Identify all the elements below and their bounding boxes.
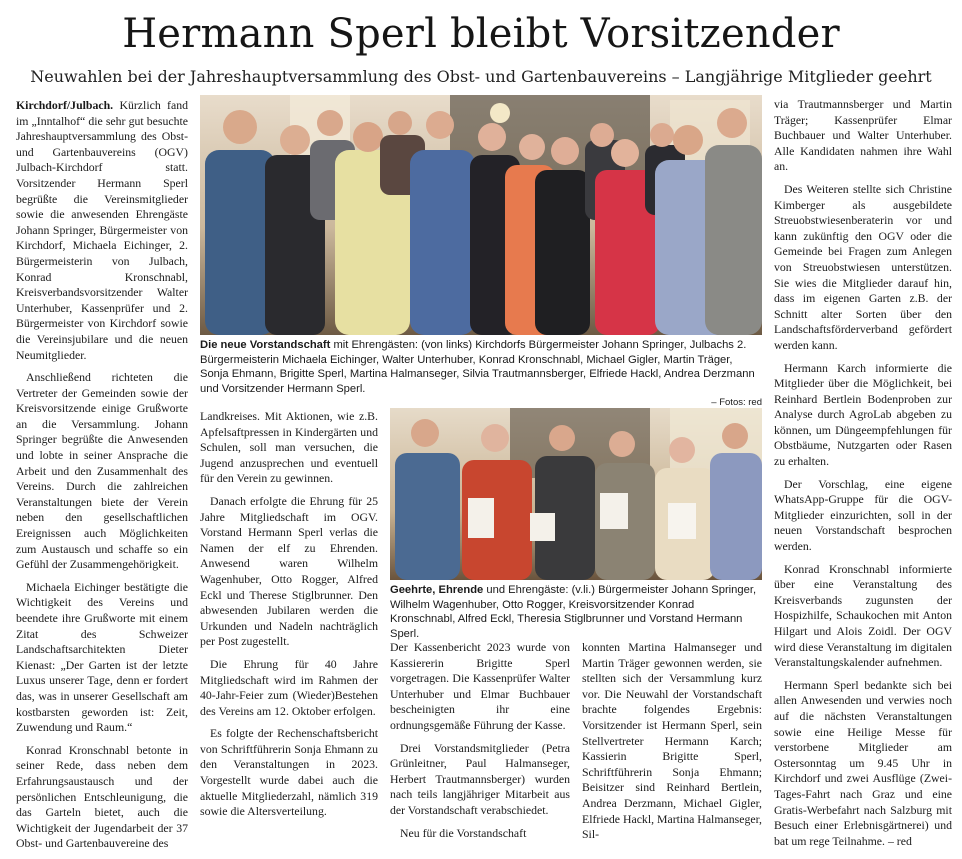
- photo-credit: – Fotos: red: [711, 397, 762, 409]
- paragraph: Neu für die Vorstandschaft: [400, 825, 527, 840]
- paragraph: Es folgte der Rechenschaftsbericht von Schriftführerin Sonja Ehmann zu den Veranstaltungen in 2023. Vorgestellt wurde dabei auch die aktuelle Mitgliederzahl, nämlich 319 sowie die Altersverteilung.: [200, 726, 378, 819]
- paragraph: Die Ehrung für 40 Jahre Mitgliedschaft wird im Rahmen der 40-Jahr-Feier zum (Wieder)Bestehen des Vereins am 12. Oktober erfolgen.: [200, 656, 378, 718]
- column-3: [390, 640, 570, 848]
- group-photo-honorees: [390, 408, 762, 580]
- caption-board-photo: [200, 338, 762, 411]
- column-2: [200, 409, 378, 827]
- end-credit: – red: [887, 833, 912, 848]
- paragraph: Anschließend richteten die Vertreter der Gemeinden sowie der Kreisvorsitzende einige Grußworte an die Versammlung. Johann Springer begrüßte die Anwesenden und lobte in seiner Ansprache die Arbeit und den Zusammenhalt des Vereins. Durch die zahlreichen Veranstaltungen biete der Verein neben den gesellschaftlichen Ereignissen auch Möglichkeiten zum Austausch und schaffe so ein Gefühl der Zusammengehörigkeit.: [16, 370, 188, 572]
- subheadline: Neuwahlen bei der Jahreshauptversammlung des Obst- und Gartenbauvereins – Langjährige Mitglieder geehrt: [30, 67, 932, 86]
- caption-text: und Ehrengäste: (v.li.) Bürgermeister Johann Springer, Wilhelm Wagenhuber, Otto Rogger, Kreisvorsitzender Konrad Kronschnabl, Alfred Eckl, Theresia Stiglbrunner und Vorstand Hermann Sperl.: [390, 584, 757, 640]
- caption-lead: Die neue Vorstandschaft: [200, 339, 331, 351]
- caption-lead: Geehrte, Ehrende: [390, 584, 484, 596]
- paragraph: konnten Martina Halmanseger und Martin Träger gewonnen werden, sie stellten sich der Versammlung kurz vor. Die Neuwahl der Vorstandschaft brachte folgendes Ergebnis: Vorsitzender ist Hermann Sperl, sein Stellvertreter Hermann Karch; Kassierin Brigitte Sperl, Schriftführerin Sonja Ehmann; Beisitzer sind Reinhard Bertlein, Andrea Derzmann, Michael Gigler, Elfriede Hackl, Martina Halmanseger, Sil-: [582, 640, 763, 842]
- paragraph: via Trautmannsberger und Martin Träger; Kassenprüfer Elmar Buchbauer und Walter Unterhuber. Alle Kandidaten nahmen ihre Wahl an.: [774, 97, 952, 174]
- paragraph: Danach erfolgte die Ehrung für 25 Jahre Mitgliedschaft im OGV. Vorstand Hermann Sperl verlas die Namen der elf zu Ehrenden. Anwesend waren Wilhelm Wagenhuber, Otto Rogger, Alfred Eckl und Therese Stiglbrunner. Den abwesenden Jubilaren werden die Urkunden und Nadeln nachträglich per Post zugestellt.: [200, 493, 378, 649]
- dateline: Kirchdorf/Julbach.: [16, 98, 114, 112]
- caption-honorees-photo: [390, 583, 762, 641]
- paragraph: Landkreises. Mit Aktionen, wie z.B. Apfelsaftpressen in Kindergärten und Schulen, soll man versuchen, die Jugend anzusprechen und eventuell für den Verein zu gewinnen.: [200, 409, 378, 486]
- column-1: [16, 98, 188, 859]
- paragraph: Drei Vorstandsmitglieder (Petra Grünleitner, Paul Halmanseger, Herbert Trautmannsberger) wurden nach teils langjähriger Mitarbeit aus der Vorstandschaft verabschiedet.: [390, 740, 570, 817]
- paragraph: Hermann Karch informierte die Mitglieder über die Möglichkeit, bei Reinhard Bertlein Bodenproben zur Analyse durch AgroLab abgeben zu können, um Düngeempfehlungen für Obstbäume, Nutzgarten oder Rasen zu erhalten.: [774, 360, 952, 469]
- paragraph: Der Vorschlag, eine eigene WhatsApp-Gruppe für die OGV-Mitglieder einzurichten, soll in der neuen Vorstandschaft besprochen werden.: [774, 476, 952, 554]
- paragraph: Michaela Eichinger bestätigte die Wichtigkeit des Vereins und beendete ihre Grußworte mit einem Zitat des Schweizer Landschaftsarchitekten Dieter Kienast: „Der Garten ist der letzte Luxus unserer Tage, denn er fordert das, was in unserer Gesellschaft am kostbarsten geworden ist: Zeit, Zuwendung und Raum.“: [16, 579, 188, 735]
- caption-text: mit Ehrengästen: (von links) Kirchdorfs Bürgermeister Johann Springer, Julbachs 2. Bürgermeisterin Michaela Eichinger, Walter Unterhuber, Konrad Kronschnabl, Michael Gigler, Martin Träger, Sonja Ehmann, Brigitte Sperl, Martina Halmanseger, Silvia Trautmannsberger, Elfriede Hackl, Andrea Derzmann und Vorsitzender Hermann Sperl.: [200, 339, 755, 395]
- headline: Hermann Sperl bleibt Vorsitzender: [122, 11, 840, 57]
- paragraph: Konrad Kronschnabl informierte über eine Veranstaltung des Kreisverbands zugunsten der Hospizhilfe, Schaukochen mit Anton Hilgart und Alois Zoidl. Der OGV wird diese Veranstaltung im digitalen Veranstaltungskalender aufnehmen.: [774, 561, 952, 670]
- paragraph: Konrad Kronschnabl betonte in seiner Rede, dass neben dem Erfahrungsaustausch und der persönlichen Entschleunigung, die das Garteln bietet, auch die Wichtigkeit der Jugendarbeit der 37 Obst- und Gartenbauvereine des: [16, 742, 188, 851]
- column-4: [582, 640, 762, 850]
- paragraph: Des Weiteren stellte sich Christine Kimberger als ausgebildete Streuobstwiesenberaterin vor und kann zukünftig den OGV oder die Gemeinde bei Fragen zum Anlegen von Streuobstwiesen unterstützen. Sie wies die Mitglieder darauf hin, dass im eigenen Garten z.B. der Schnitt alter Sorten über den Landschaftsförderverband gefördert werden kann.: [774, 181, 952, 352]
- paragraph: Hermann Sperl bedankte sich bei allen Anwesenden und verwies noch auf die nächsten Veranstaltungen sowie eine Heilige Messe für verstorbene Mitglieder am Ostersonntag um 9.45 Uhr in Kirchdorf und zwei Ausflüge (Zwei-Tages-Fahrt nach Graz und eine Gratis-Werbefahrt nach Salzburg mit Besuch einer Erlebnisgärtnerei) und bat um rege Teilnahme. – red: [774, 677, 952, 848]
- paragraph: Kirchdorf/Julbach. Kürzlich fand im „Inntalhof“ die sehr gut besuchte Jahreshauptversammlung des Obst- und Gartenbauvereins (OGV) Julbach-Kirchdorf statt. Vorsitzender Hermann Sperl begrüßte die Vereinsmitglieder sowie die anwesenden Ehrengäste Johann Springer, Bürgermeister von Kirchdorf, Michaela Eichinger, 2. Bürgermeisterin von Julbach, Konrad Kronschnabl, Kreisverbandsvorsitzender Walter Unterhuber, Kassenprüfer und 2. Bürgermeister von Kirchdorf sowie die Vereinsjubilare und die neuen Neumitglieder.: [16, 98, 189, 362]
- paragraph: Der Kassenbericht 2023 wurde von Kassiererin Brigitte Sperl vorgetragen. Die Kassenprüfer Walter Unterhuber und Elmar Buchbauer bescheinigten ihr eine ordnungsgemäße Führung der Kasse.: [390, 640, 570, 732]
- column-5: [774, 97, 952, 856]
- group-photo-board: [200, 95, 762, 335]
